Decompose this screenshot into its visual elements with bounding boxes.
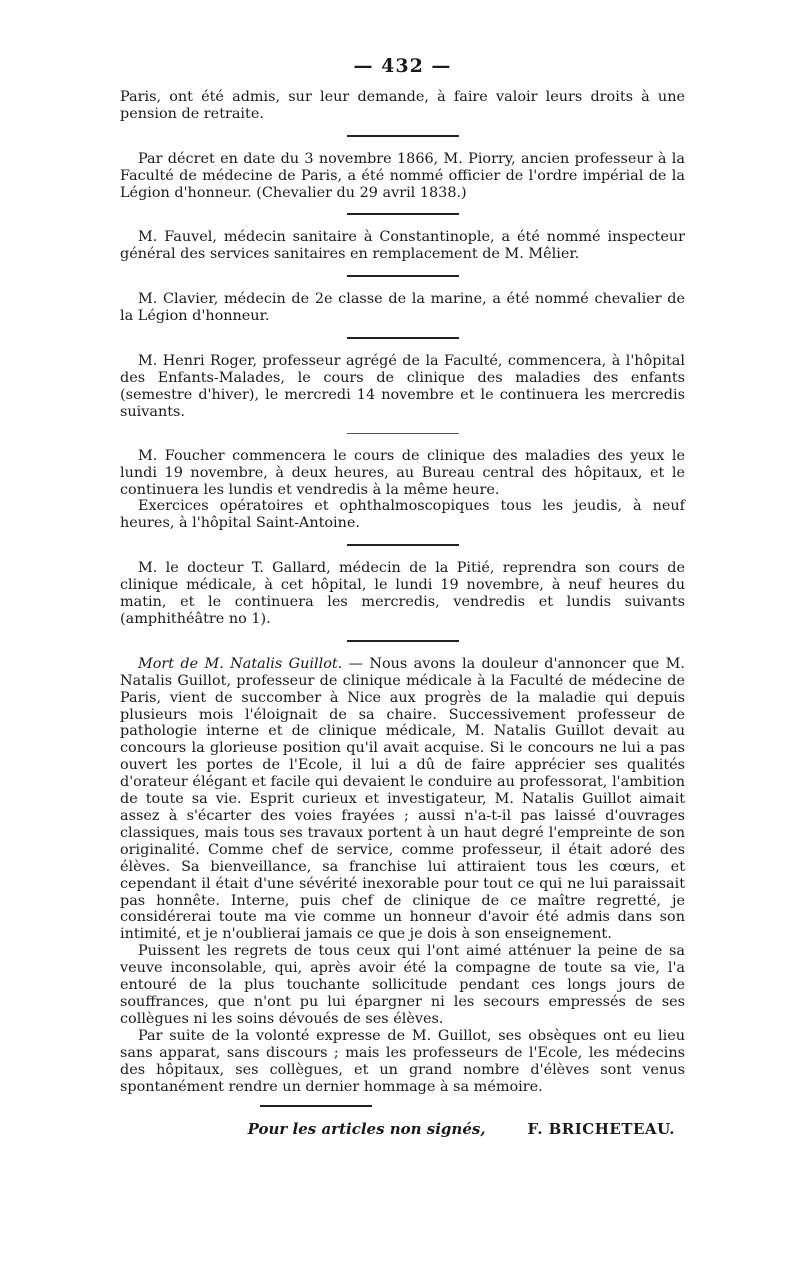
paragraph-retirement: Paris, ont été admis, sur leur demande, à faire valoir leurs droits à une pension de retraite. <box>120 88 685 122</box>
paragraph-clavier: M. Clavier, médecin de 2e classe de la marine, a été nommé chevalier de la Légion d'honneur. <box>120 291 685 325</box>
signature-line <box>120 1121 685 1138</box>
paragraph-piorry: Par décret en date du 3 novembre 1866, M. Piorry, ancien professeur à la Faculté de médecine de Paris, a été nommé officier de l'ordre impérial de la Légion d'honneur. (Chevalier du 29 avril 1838.) <box>120 150 685 201</box>
signature-note: Pour les articles non signés, <box>247 1120 486 1139</box>
document-page <box>120 55 685 1139</box>
section-divider <box>347 337 459 339</box>
section-divider <box>347 544 459 546</box>
paragraph-funeral: Par suite de la volonté expresse de M. Guillot, ses obsèques ont eu lieu sans apparat, sans discours ; mais les professeurs de l'Ecole, les médecins des hôpitaux, ses collègues, et un grand nombre d'élèves sont venus spontanément rendre un dernier hommage à sa mémoire. <box>120 1027 685 1095</box>
obituary-body: — Nous avons la douleur d'annoncer que M. Natalis Guillot, professeur de clinique médicale à la Faculté de médecine de Paris, vient de succomber à Nice aux progrès de la maladie qui depuis plusieurs mois l'éloignait de sa chaire. Successivement professeur de pathologie interne et de clinique médicale, M. Natalis Guillot devait au concours la glorieuse position qu'il avait acquise. Si le concours ne lui a pas ouvert les portes de l'Ecole, il lui a dû de faire apprécier ses qualités d'orateur élégant et facile qui devaient le conduire au professorat, l'ambition de toute sa vie. Esprit curieux et investigateur, M. Natalis Guillot aimait assez à s'écarter des voies frayées ; aussi n'a-t-il pas laissé d'ouvrages classiques, mais tous ses travaux portent à un haut degré l'empreinte de son originalité. Comme chef de service, comme professeur, il était adoré des élèves. Sa bienveillance, sa franchise lui attiraient tous les cœurs, et cependant il était d'une sévérité inexorable pour tout ce qui ne lui paraissait pas honnête. Interne, puis chef de clinique de ce maître regretté, je considérerai toute ma vie comme un honneur d'avoir été admis dans son intimité, et je n'oublierai jamais ce que je dois à son enseignement. <box>120 655 685 943</box>
paragraph-fauvel: M. Fauvel, médecin sanitaire à Constantinople, a été nommé inspecteur général des services sanitaires en remplacement de M. Mêlier. <box>120 229 685 263</box>
section-divider <box>347 213 459 215</box>
section-divider <box>347 640 459 642</box>
page-number: — 432 — <box>353 55 452 77</box>
paragraph-gallard: M. le docteur T. Gallard, médecin de la Pitié, reprendra son cours de clinique médicale, à cet hôpital, le lundi 19 novembre, à neuf heures du matin, et le continuera les mercredis, vendredis et lundis suivants (amphithéâtre no 1). <box>120 560 685 627</box>
section-divider <box>347 275 459 277</box>
paragraph-roger: M. Henri Roger, professeur agrégé de la Faculté, commencera, à l'hôpital des Enfants-Malades, le cours de clinique des maladies des enfants (semestre d'hiver), le mercredi 14 novembre et le continuera les mercredis suivants. <box>120 353 685 420</box>
obituary-title: Mort de M. Natalis Guillot. <box>138 655 343 672</box>
section-divider <box>347 135 459 137</box>
paragraph-foucher-exercises: Exercices opératoires et ophthalmoscopiques tous les jeudis, à neuf heures, à l'hôpital Saint-Antoine. <box>120 498 685 532</box>
paragraph-foucher: M. Foucher commencera le cours de clinique des maladies des yeux le lundi 19 novembre, à deux heures, au Bureau central des hôpitaux, et le continuera les lundis et vendredis à la même heure. <box>120 447 685 498</box>
paragraph-regrets: Puissent les regrets de tous ceux qui l'ont aimé atténuer la peine de sa veuve inconsolable, qui, après avoir été la compagne de toute sa vie, l'a entouré de la plus touchante sollicitude pendant ces longs jours de souffrances, que n'ont pu lui épargner ni les secours empressés de ses collègues ni les soins dévoués de ses élèves. <box>120 943 685 1027</box>
signature-divider <box>260 1105 372 1107</box>
paragraph-obituary <box>120 656 685 943</box>
signature-name: F. BRICHETEAU. <box>527 1120 675 1139</box>
section-divider <box>347 433 459 434</box>
